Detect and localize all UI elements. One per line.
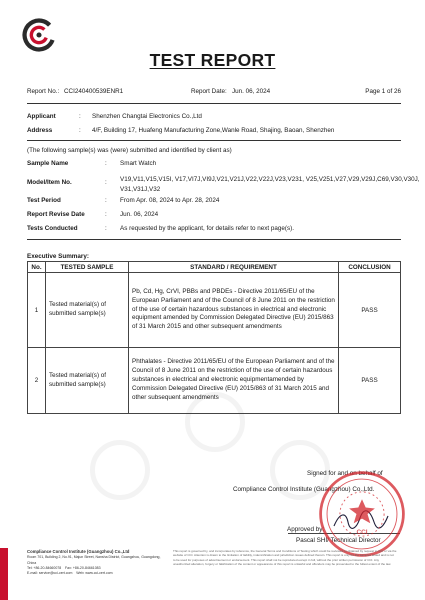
sample-name-value: Smart Watch [120, 160, 157, 167]
model-value: V19,V11,V15,V15I, V17,VI7J,VI9J,V21,V21J,V22,V22J,V23,V231, V25,V251,V27,V29,V29J,C69,V30,V30J, V31,V31J,V32 [120, 176, 420, 193]
footer-accent-bar [0, 548, 8, 600]
address-value: 4/F, Building 17, Huafeng Manufacturing Zone,Wanle Road, Shajing, Baoan, Shenzhen [92, 127, 335, 134]
watermark-ring [90, 440, 150, 500]
executive-summary-table [27, 261, 401, 414]
divider [27, 103, 401, 104]
footer-company: Compliance Control Institute (Guangzhou) Co.,Ltd [27, 549, 130, 554]
report-meta-row [27, 88, 401, 98]
footer-address: Room 701, Building 2, No.91, Majun Street, Nansha District, Guangzhou, Guangdong, China [27, 555, 161, 565]
report-date-label: Report Date: [191, 88, 227, 95]
test-period-label: Test Period [27, 197, 61, 204]
footer-web-row [27, 571, 162, 576]
row-number: 2 [28, 348, 46, 414]
column-header-sample: TESTED SAMPLE [46, 262, 129, 273]
report-no-label: Report No.: [27, 88, 60, 95]
table-row [28, 348, 401, 414]
signed-for-text: Signed for and on behalf of [307, 470, 383, 477]
signing-company: Compliance Control Institute (Guangzhou) Co.,Ltd. [233, 486, 375, 493]
cci-logo-icon [22, 18, 56, 52]
table-header-row [28, 262, 401, 273]
model-label: Model/Item No. [27, 179, 72, 186]
footer-tel: Tel: +86-20-84660078 [27, 565, 62, 570]
tests-conducted-label: Tests Conducted [27, 225, 78, 232]
approved-by-label: Approved by: [287, 526, 325, 533]
row-number: 1 [28, 273, 46, 348]
divider [27, 239, 401, 240]
column-header-no: No. [28, 262, 46, 273]
executive-summary-title: Executive Summary: [27, 253, 89, 260]
tests-conducted-value: As requested by the applicant, for details refer to next page(s). [120, 225, 294, 232]
revise-date-label: Report Revise Date [27, 211, 85, 218]
divider [27, 140, 401, 141]
sample-name-label: Sample Name [27, 160, 69, 167]
conclusion-cell: PASS [339, 273, 401, 348]
test-period-value: From Apr. 08, 2024 to Apr. 28, 2024 [120, 197, 220, 204]
footer-web: Web: www.cci-cert.com [76, 571, 113, 576]
page-indicator: Page 1 of 26 [365, 88, 401, 95]
address-label: Address [27, 127, 53, 134]
company-seal-stamp [316, 468, 408, 560]
standard-cell: Pb, Cd, Hg, CrVI, PBBs and PBDEs - Directive 2011/65/EU of the European Parliament and of the Council of 8 June 2011 on the restriction of the use of certain hazardous substances in electrical and electronic equipment amended by Commission Delegated Directive (EU) 2015/863 of 31 March 2015 and other subsequent amendments [129, 273, 339, 348]
applicant-label: Applicant [27, 113, 56, 120]
column-header-conclusion: CONCLUSION [339, 262, 401, 273]
report-no: CCI240400539ENR1 [64, 88, 124, 95]
revise-date-value: Jun. 06, 2024 [120, 211, 159, 218]
column-header-standard: STANDARD / REQUIREMENT [129, 262, 339, 273]
footer-fax: Fax: +86-20-84661083 [65, 565, 101, 570]
footer-disclaimer: This report is governed by, and incorporates by reference, the General Terms and Conditions of Testing which could be reviewed or obtained by request to CCI or via the website of CCI. Attention is drawn to the limitation of liability, indemnification and jurisdiction issues defined therein. This report is only for the samples tested and is not to be used for purposes of advertisement or endorsement. This report shall not be reproduced except in full, without the prior written permission of CCI. Any unauthorized alteration, forgery or falsification of the content or appearance of this report is unlawful and offenders may be prosecuted to the fullest extent of the law. [173, 549, 397, 566]
footer-email: E-mail: service@cci-cert.com [27, 571, 73, 576]
report-date: Jun. 06, 2024 [232, 88, 271, 95]
footer-company-info [27, 549, 162, 576]
report-title: TEST REPORT [149, 50, 276, 70]
tested-sample-cell: Tested material(s) of submitted sample(s) [46, 348, 129, 414]
tested-sample-cell: Tested material(s) of submitted sample(s) [46, 273, 129, 348]
sample-note: (The following sample(s) was (were) submitted and identified by client as) [27, 147, 232, 154]
signatory-name: Pascal SHI/ Technical Director [296, 537, 381, 544]
applicant-value: Shenzhen Changtai Electronics Co.,Ltd [92, 113, 202, 120]
table-row [28, 273, 401, 348]
svg-text:CCI: CCI [356, 529, 368, 537]
conclusion-cell: PASS [339, 348, 401, 414]
standard-cell: Phthalates - Directive 2011/65/EU of the European Parliament and of the Council of 8 June 2011 on the restriction of the use of certain hazardous substances in electrical and electronic equipmentamended by Commission Delegated Directive (EU) 2015/863 of 31 March 2015 and other subsequent amendments [129, 348, 339, 414]
